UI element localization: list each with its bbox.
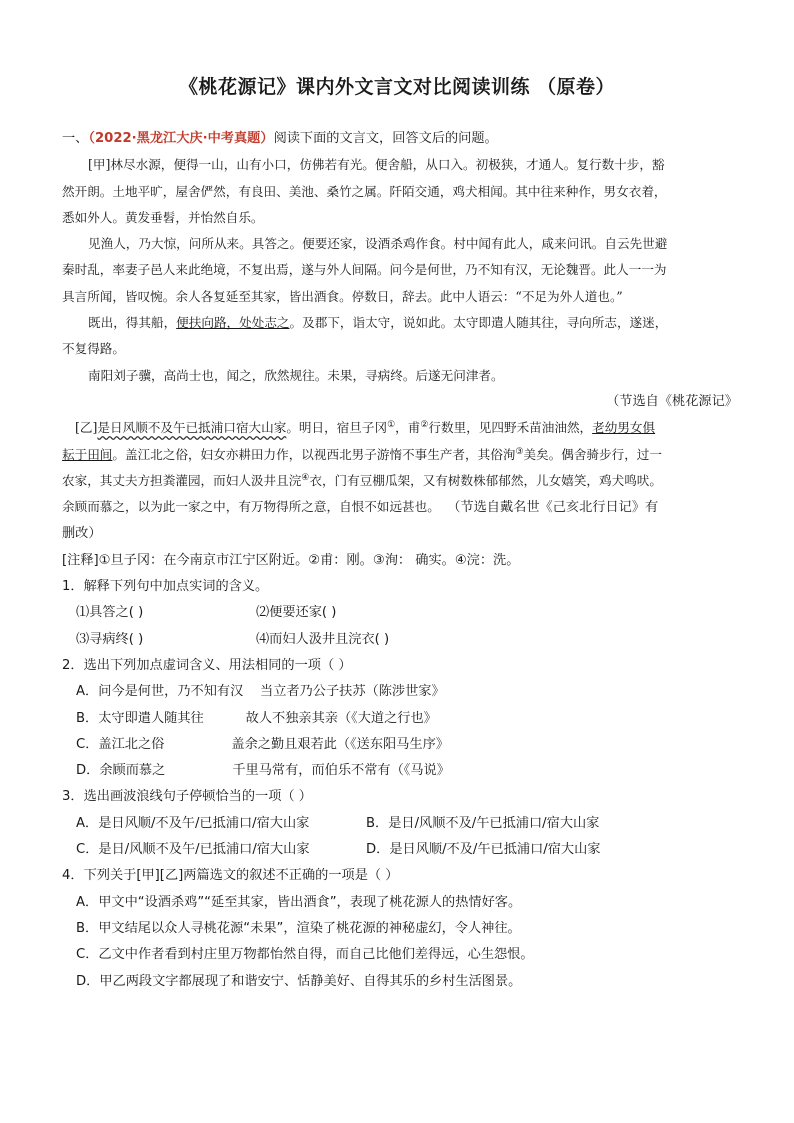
q1-row1 [62,600,738,626]
q3-option-b: B．是日/风顺不及/午已抵浦口/宿大山家 [366,815,600,831]
q1-item-4: ⑷而妇人汲井且浣衣( ) [256,631,390,647]
q2-option-a: A．问今是何世，乃不知有汉 当立者乃公子扶苏（陈涉世家》 [76,684,445,700]
q3-option-c: C．是日/风顺不及午/已抵浦口/宿大山家 [76,842,310,858]
jia-p2-line2: 秦时乱，率妻子邑人来此绝境，不复出焉，遂与外人间隔。问今是何世，乃不知有汉，无论魏晋。此人一一为 [62,262,667,278]
yi-text-4a: 余顾而慕之，以为此一家之中，有万物得所之意，自恨不如远甚也。 [62,499,440,515]
note-mark-4: ④ [301,472,310,483]
jia-p3-text-b: 。及郡下，诣太守，说如此。太守即遣人随其往，寻向所志，遂迷， [289,315,668,331]
yi-line1 [62,415,738,441]
q2-option-c: C．盖江北之俗 盖余之勤且艰若此（《送东阳马生序》 [76,736,449,752]
q1-item-2: ⑵便要还家( ) [256,605,337,621]
q2-option-b: B．太守即遣人随其往 故人不独亲其亲（《大道之行也》 [76,710,437,726]
yi-line5: 删改） [62,526,102,542]
q1-item-3: ⑶寻病终( ) [76,631,144,647]
yi-text-1d: 行数里，见四野禾苗油油然， [428,420,593,436]
yi-text-1c: ，甫 [395,420,421,436]
jia-p1-line3: 悉如外人。黄发垂髫，并怡然自乐。 [62,209,264,225]
q3-row2 [62,837,738,863]
q3-row1 [62,811,738,837]
q4-stem: 4．下列关于[甲][乙]两篇选文的叙述不正确的一项是（ ） [62,868,399,884]
jia-p3-line2: 不复得路。 [62,341,125,357]
yi-source-note: （节选自戴名世《己亥北行日记》有 [453,500,659,516]
annotation: [注释]①旦子冈：在今南京市江宁区附近。②甫：刚。③洵： 确实。④浣：洗。 [62,552,520,568]
note-mark-3: ③ [515,446,524,457]
yi-label: [乙] [75,420,98,436]
section-heading [62,126,738,152]
jia-p2-line1: 见渔人，乃大惊，问所从来。具答之。便要还家，设酒杀鸡作食。村中闻有此人，咸来问讯。自云先世避 [88,236,668,252]
q3-option-a: A．是日风顺/不及午/已抵浦口/宿大山家 [76,815,310,831]
q1-row2 [62,627,738,653]
jia-source-note: （节选自《桃花源记》 [606,393,738,409]
q2-option-d: D．余顾而慕之 千里马常有，而伯乐不常有（《马说》 [76,763,450,779]
yi-wavy-sentence: 是日风顺不及午已抵浦口宿大山家 [97,420,287,436]
jia-p3-line1 [62,310,738,336]
yi-underlined-b: 耘于田间 [62,446,113,462]
page-title: 《桃花源记》课内外文言文对比阅读训练 （原卷） [178,76,616,98]
q3-option-d: D．是日风顺/不及/午已抵浦口/宿大山家 [366,842,601,858]
yi-text-3a: 农家，其丈夫方担粪灌园，而妇人汲井且浣 [62,472,302,488]
yi-line4 [62,494,738,521]
section-prefix: 一、 [62,131,89,146]
yi-text-2a: 。盖江北之俗，妇女亦耕田力作，以视西北男子游惰不事生产者，其俗洵 [112,446,516,462]
q4-option-c: C．乙文中作者看到村庄里万物都怡然自得，而自己比他们差得远，心生怨恨。 [76,947,534,963]
q4-option-a: A．甲文中“设酒杀鸡”“延至其家，皆出酒食”，表现了桃花源人的热情好客。 [76,894,522,910]
yi-text-3b: 衣，门有豆棚瓜架，又有树数株郁郁然，儿女嬉笑，鸡犬鸣吠。 [309,472,662,488]
yi-line2 [62,442,738,468]
q2-stem: 2．选出下列加点虚词含义、用法相同的一项（ ） [62,657,352,673]
q1-stem: 1．解释下列句中加点实词的含义。 [62,579,269,595]
q4-option-d: D．甲乙两段文字都展现了和谐安宁、恬静美好、自得其乐的乡村生活图景。 [76,973,522,989]
yi-text-2b: 美矣。偶舍骑步行，过一 [523,446,662,462]
q3-stem: 3．选出画波浪线句子停顿恰当的一项（ ） [62,789,312,805]
source-label: （2022·黑龙江大庆·中考真题） [88,131,274,146]
q4-option-b: B．甲文结尾以众人寻桃花源“未果”，渲染了桃花源的神秘虚幻，令人神往。 [76,920,521,936]
jia-p2-line3: 具言所闻，皆叹惋。余人各复延至其家，皆出酒食。停数日，辞去。此中人语云：“不足为外人道也。” [62,288,623,304]
yi-line3 [62,468,738,494]
note-mark-1: ① [387,420,396,431]
jia-underlined-sentence: 便扶向路，处处志之 [176,315,290,331]
q1-item-1: ⑴具答之( ) [76,605,144,621]
jia-p1-line2: 然开朗。土地平旷，屋舍俨然，有良田、美池、桑竹之属。阡陌交通，鸡犬相闻。其中往来种作，男女衣着， [62,183,667,199]
note-mark-2: ② [420,420,429,431]
jia-p3-text-a: 既出，得其船， [88,315,177,331]
jia-p1-line1: [甲]林尽水源，便得一山，山有小口，仿佛若有光。便舍船，从口入。初极狭，才通人。复行数十步，豁 [88,157,665,173]
jia-p4-line1: 南阳刘子骥，高尚士也，闻之，欣然规往。未果，寻病终。后遂无问津者。 [88,367,504,383]
section-instruction: 阅读下面的文言文，回答文后的问题。 [273,131,498,146]
document-body [62,126,738,995]
yi-text-1b: 。明日，宿旦子冈 [286,420,388,436]
yi-underlined-a: 老幼男女俱 [592,420,656,436]
